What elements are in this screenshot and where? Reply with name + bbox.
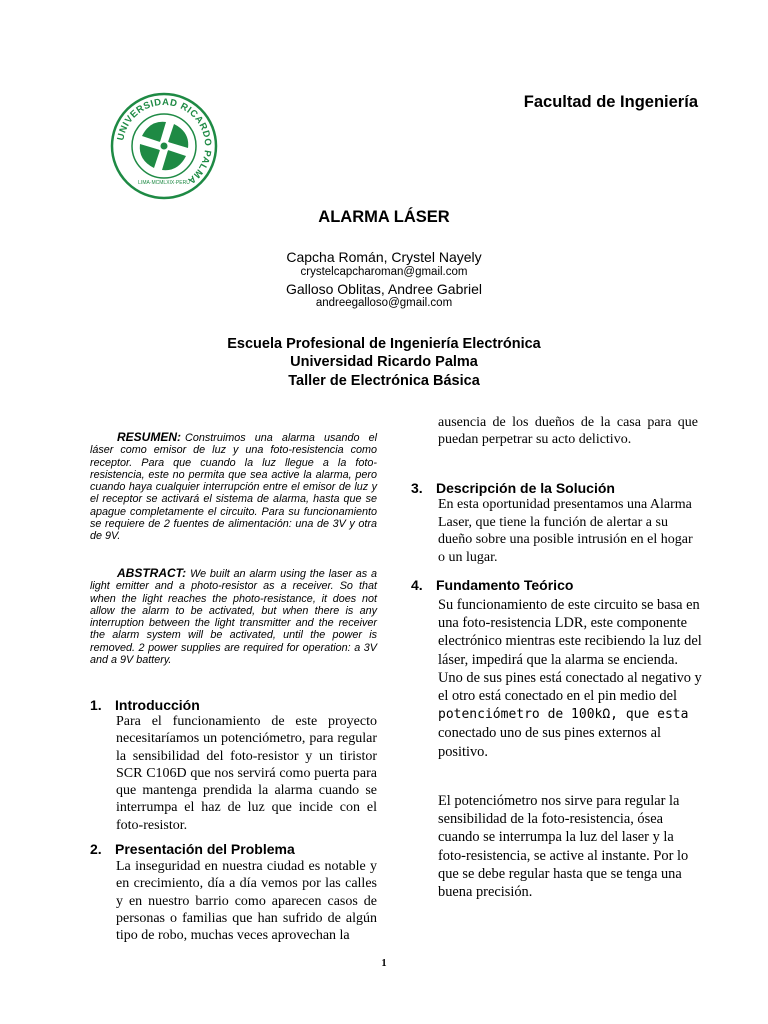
paper-title: ALARMA LÁSER <box>318 208 450 226</box>
paragraph-text: conectado uno de sus pines externos al positivo. <box>438 725 661 760</box>
logo-bottom-text: LIMA·MCMLXIX·PERU <box>138 180 190 186</box>
section-number: 4. <box>411 577 423 593</box>
abstract-spanish <box>90 431 377 543</box>
section-body-solucion: En esta oportunidad presentamos una Alarma Laser, que tiene la función de alertar a su dueño sobre una posible intrusión en el hogar o un lugar. <box>438 497 693 565</box>
institution-school: Escuela Profesional de Ingeniería Electrónica <box>227 336 541 352</box>
section-number: 2. <box>90 841 102 857</box>
section-heading-problema <box>90 841 295 857</box>
institution-workshop: Taller de Electrónica Básica <box>288 373 480 389</box>
page-number: 1 <box>381 958 387 969</box>
abstract-label: RESUMEN: <box>117 430 182 444</box>
author-name: Capcha Román, Crystel Nayely <box>286 249 482 265</box>
abstract-label: ABSTRACT: <box>117 566 187 580</box>
paragraph-text: Su funcionamiento de este circuito se basa en una foto-resistencia LDR, este componente electrónico mientras este recibiendo la luz del láser, impedirá que la alarma se encienda. Uno de sus pines está conectado al negativo y el otro está conectado en el pin medio del <box>438 597 702 705</box>
section-title: Fundamento Teórico <box>436 577 574 593</box>
section-body-problema-continuation: ausencia de los dueños de la casa para que puedan perpetrar su acto delictivo. <box>438 415 698 448</box>
section-heading-introduccion <box>90 697 200 713</box>
section-number: 3. <box>411 480 423 496</box>
author-name: Galloso Oblitas, Andree Gabriel <box>285 281 483 297</box>
author-email: crystelcapcharoman@gmail.com <box>300 266 468 278</box>
section-title: Descripción de la Solución <box>436 480 615 496</box>
paragraph-text-mono: potenciómetro de 100kΩ, que esta <box>438 707 689 723</box>
section-title: Presentación del Problema <box>115 841 295 857</box>
abstract-text: Construimos una alarma usando el láser como emisor de luz y una foto-resistencia como receptor. Para que cuando la luz llegue a la foto-resistencia, este no permita que sea active la alarma, pero cuando haya cualquier interrupción entre el emisor de luz y el receptor se activará el sistema de alarma, hasta que se apague completamente el circuito. Para su funcionamiento se requiere de 2 fuentes de alimentación: una de 3V y otra de 9V. <box>90 432 377 543</box>
section-body-introduccion: Para el funcionamiento de este proyecto necesitaríamos un potenciómetro, para regular la sensibilidad del foto-resistor y un tiristor SCR C106D que nos servirá como puerta para que mantenga prendida la alarma cuando se interrumpa el haz de luz que incide con el foto-resistor. <box>116 714 377 833</box>
section-title: Introducción <box>115 697 200 713</box>
abstract-text: We built an alarm using the laser as a light emitter and a photo-resistor as a receiver. So that when the light reaches the photo-resistance, it does not allow the alarm to be activated, but when there is any interruption between the light transmitter and the receiver the alarm system will be activated, until the power is removed. 2 power supplies are required for operation: a 3V and a 9V battery. <box>90 568 377 667</box>
author-email: andreegalloso@gmail.com <box>315 297 453 309</box>
institution-university: Universidad Ricardo Palma <box>290 354 478 370</box>
university-seal-logo <box>110 92 218 200</box>
section-body-fundamento-p1 <box>438 596 703 761</box>
logo-ring-text: UNIVERSIDAD RICARDO PALMA <box>115 96 214 187</box>
faculty-heading: Facultad de Ingeniería <box>523 93 698 111</box>
section-body-fundamento-p2: El potenciómetro nos sirve para regular la sensibilidad de la foto-resistencia, ósea cuando se interrumpa la luz del laser y la foto-resistencia, se active al instante. Por lo que se debe regular hasta que se tenga una buena precisión. <box>438 793 689 901</box>
section-number: 1. <box>90 697 102 713</box>
abstract-english <box>90 567 377 666</box>
section-heading-solucion <box>411 480 615 496</box>
section-heading-fundamento <box>411 577 573 593</box>
section-body-problema: La inseguridad en nuestra ciudad es notable y en crecimiento, día a día vemos por las calles y en nuestro barrio como aparecen casos de personas o familias que han sufrido de algún tipo de robo, muchas veces aprovechan la <box>116 859 377 944</box>
